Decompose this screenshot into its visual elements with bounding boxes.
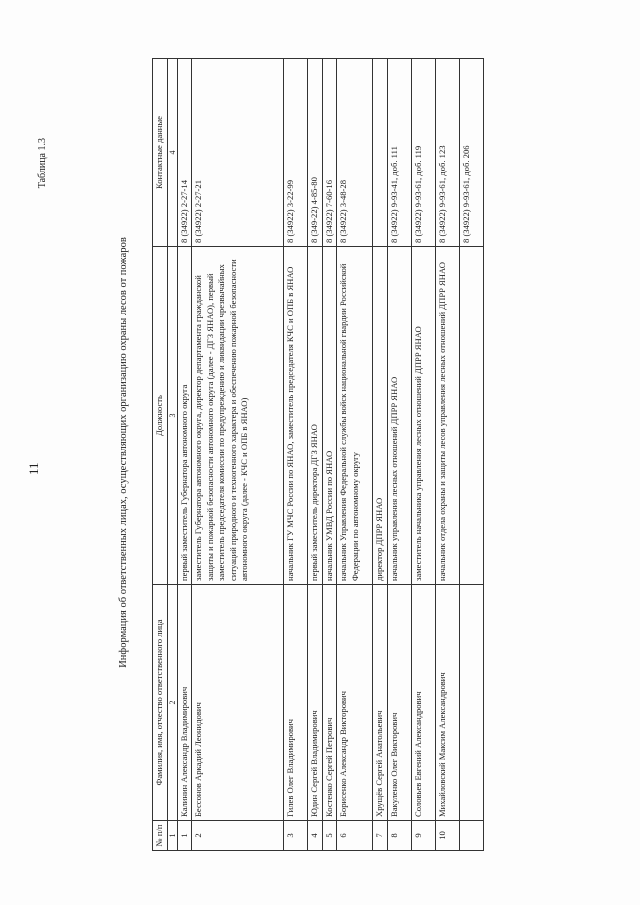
person-position: первый заместитель директора ДГЗ ЯНАО [308, 247, 323, 585]
index-cell: 3 [167, 247, 177, 585]
person-name: Калинин Александр Владимирович [177, 585, 192, 821]
row-number: 1 [177, 821, 192, 851]
row-number: 7 [373, 821, 388, 851]
person-position: начальник УМВД России по ЯНАО [322, 247, 337, 585]
table-row [192, 59, 284, 851]
table-row [459, 59, 483, 851]
contact-details: 8 (34922) 9-93-41, доб. 111 [387, 59, 411, 247]
person-position: начальник отдела охраны и защиты лесов управления лесных отношений ДПРР ЯНАО [435, 247, 459, 585]
table-row [435, 59, 459, 851]
header-position: Должность [153, 247, 168, 585]
contact-details: 8 (34922) 2-27-14 [177, 59, 192, 247]
person-name: Вакуленко Олег Викторович [387, 585, 411, 821]
contact-details: 8 (34922) 3-22-99 [284, 59, 308, 247]
contact-details: 8 (34922) 2-27-21 [192, 59, 284, 247]
header-name: Фамилия, имя, отчество ответственного лица [153, 585, 168, 821]
person-position: начальник Управления Федеральной службы войск национальной гвардии Российской Федерации по автономному округу [337, 247, 373, 585]
header-num: № п/п [153, 821, 168, 851]
contact-details: 8 (34922) 9-93-61, доб. 123 [435, 59, 459, 247]
row-number: 4 [308, 821, 323, 851]
index-cell: 1 [167, 821, 177, 851]
person-name: Михайловский Максим Александрович [435, 585, 459, 821]
row-number: 2 [192, 821, 284, 851]
person-position: первый заместитель Губернатора автономного округа [177, 247, 192, 585]
table-header-row [153, 59, 168, 851]
person-name: Бессонов Аркадий Леонидович [192, 585, 284, 821]
contact-details: 8 (34922) 3-48-28 [337, 59, 373, 247]
table-row [177, 59, 192, 851]
table-row [284, 59, 308, 851]
table-caption: Таблица 1.3 [37, 138, 48, 189]
row-number: 3 [284, 821, 308, 851]
row-number: 6 [337, 821, 373, 851]
person-name: Костенко Сергей Петрович [322, 585, 337, 821]
table-row [337, 59, 373, 851]
person-position: заместитель Губернатора автономного округа, директор департамента гражданской защиты и пожарной безопасности автономного округа (далее - ДГЗ ЯНАО), первый заместитель председателя комиссии по предупреждению и ликвидации чрезвычайных ситуаций природного и техногенного характера и обеспечению пожарной безопасности автономного округа (далее - КЧС и ОПБ в ЯНАО) [192, 247, 284, 585]
contact-details: 8 (349-22) 4-85-80 [308, 59, 323, 247]
column-index-row [167, 59, 177, 851]
contact-details: 8 (34922) 9-93-61, доб. 119 [411, 59, 435, 247]
table-row [308, 59, 323, 851]
table-row [387, 59, 411, 851]
person-name: Соловьев Евгений Александрович [411, 585, 435, 821]
row-number: 5 [322, 821, 337, 851]
document-title: Информация об ответственных лицах, осуществляющих организацию охраны лесов от пожаров [118, 237, 129, 668]
person-name: Борисенко Александр Викторович [337, 585, 373, 821]
person-name: Гилев Олег Владимирович [284, 585, 308, 821]
row-number: 8 [387, 821, 411, 851]
page-number: 11 [26, 462, 41, 475]
row-number: 10 [435, 821, 459, 851]
header-contact: Контактные данные [153, 59, 168, 247]
index-cell: 4 [167, 59, 177, 247]
person-name [459, 585, 483, 821]
row-number [459, 821, 483, 851]
person-position: директор ДПРР ЯНАО [373, 247, 388, 585]
table-row [411, 59, 435, 851]
table-body [177, 59, 483, 851]
person-name: Юдин Сергей Владимирович [308, 585, 323, 821]
person-position: заместитель начальника управления лесных отношений ДПРР ЯНАО [411, 247, 435, 585]
person-position: начальник ГУ МЧС России по ЯНАО, заместитель председателя КЧС и ОПБ в ЯНАО [284, 247, 308, 585]
row-number: 9 [411, 821, 435, 851]
responsible-persons-table [152, 58, 484, 851]
contact-details: 8 (34922) 9-93-61, доб. 206 [459, 59, 483, 247]
contact-details: 8 (34922) 7-60-16 [322, 59, 337, 247]
index-cell: 2 [167, 585, 177, 821]
person-position [459, 247, 483, 585]
table-row [322, 59, 337, 851]
table-row [373, 59, 388, 851]
contact-details [373, 59, 388, 247]
person-position: начальник управления лесных отношений ДПРР ЯНАО [387, 247, 411, 585]
person-name: Хрущёв Сергей Анатольевич [373, 585, 388, 821]
